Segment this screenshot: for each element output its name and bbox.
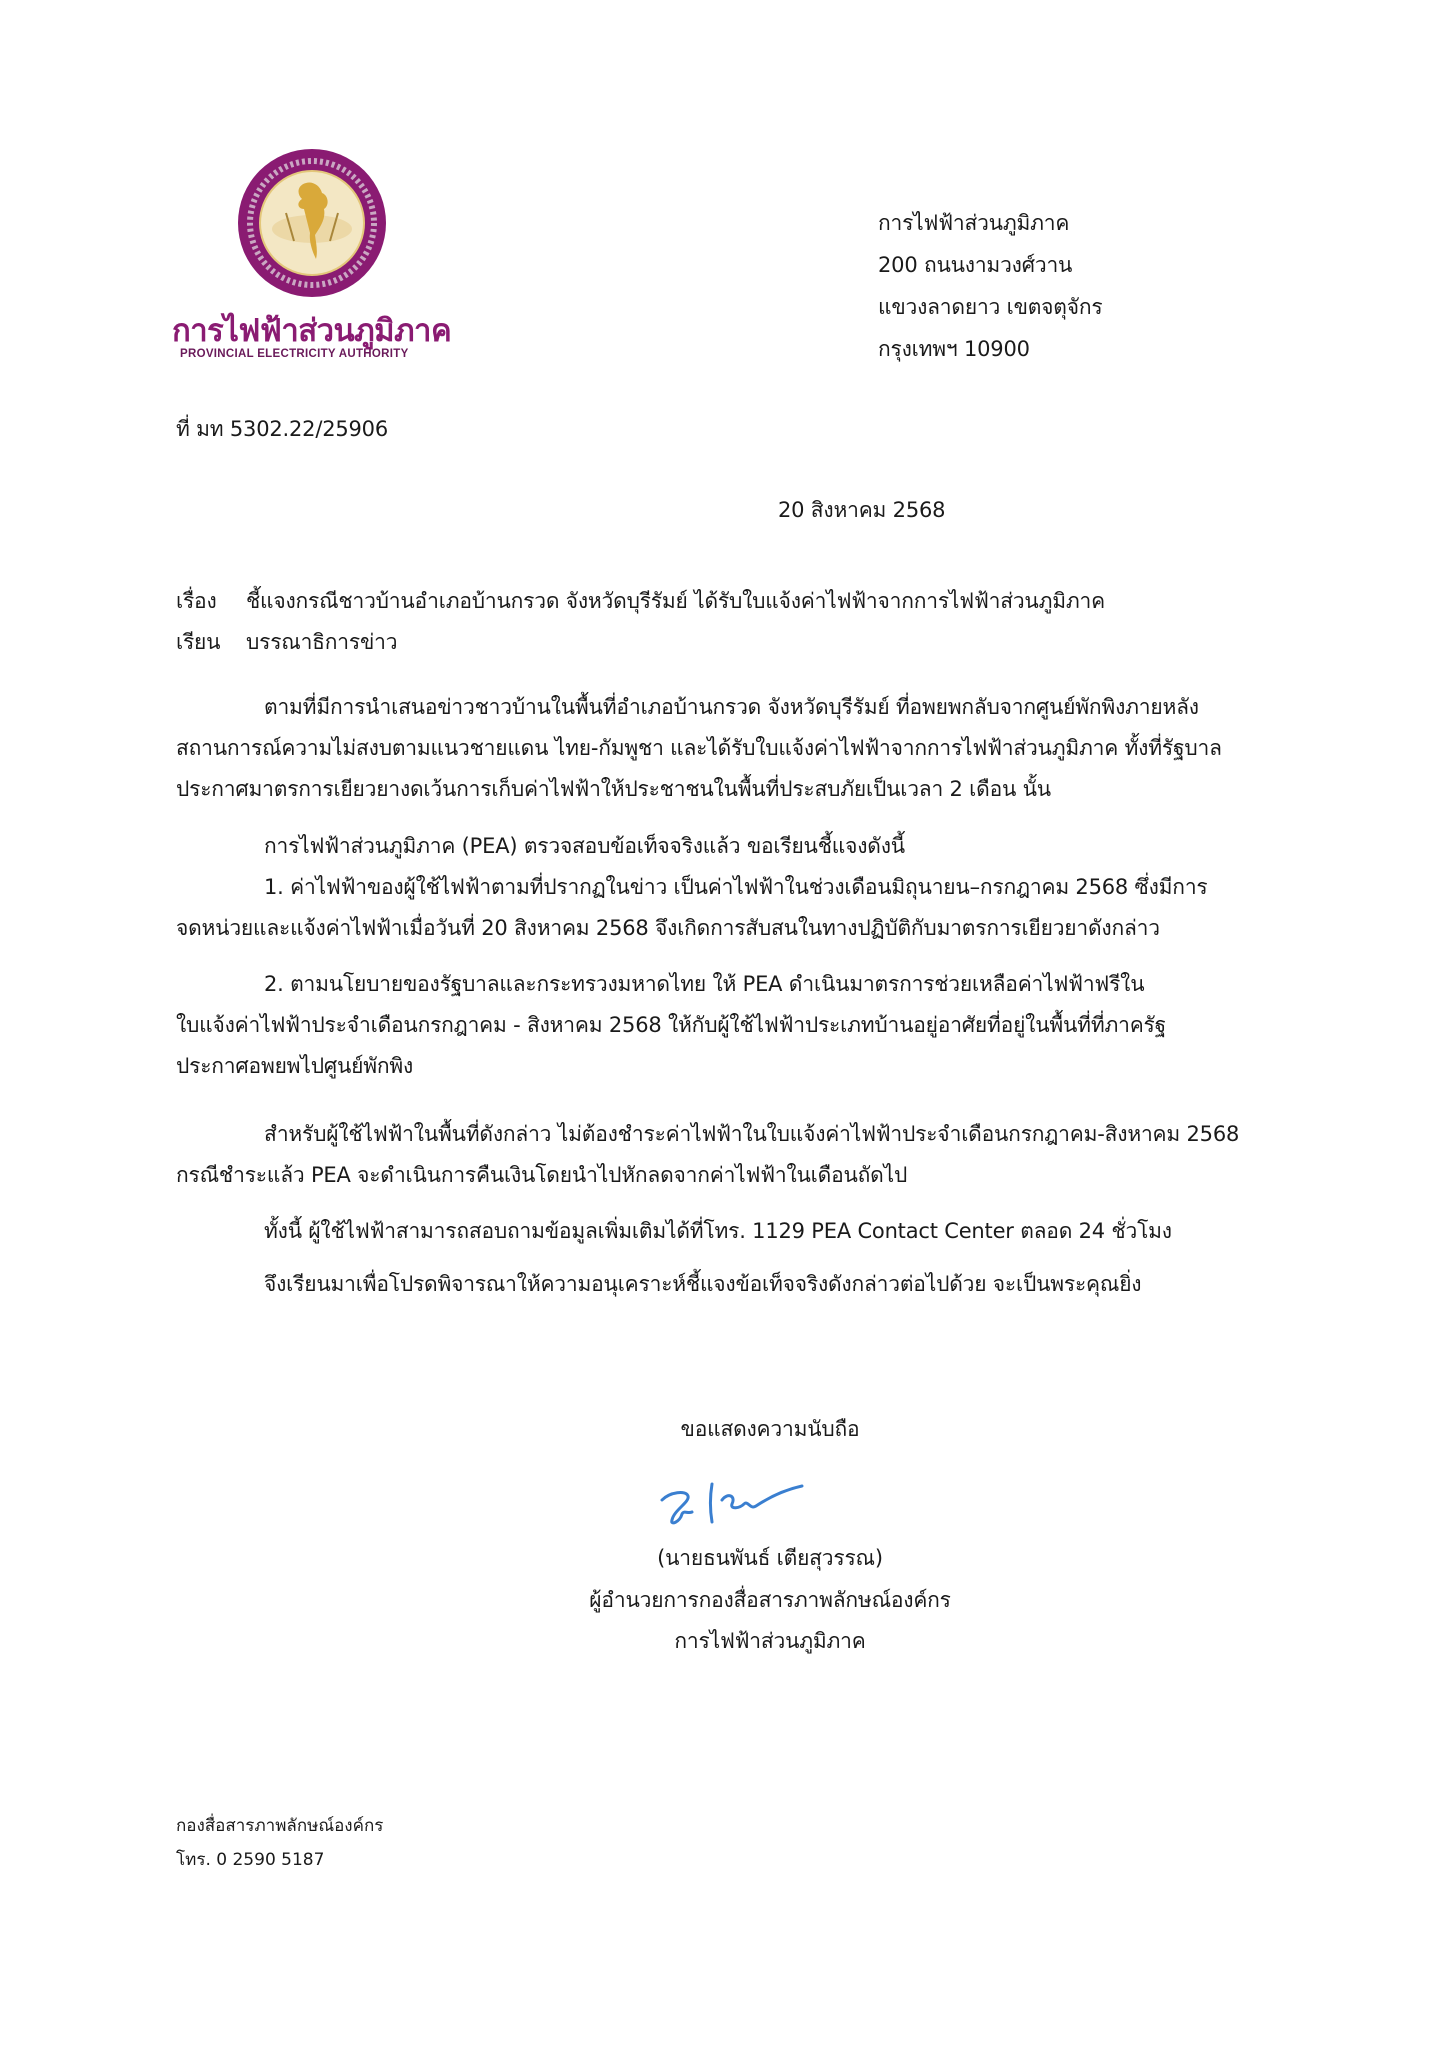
- recipient-label: เรียน: [176, 630, 221, 654]
- body-p2: การไฟฟ้าส่วนภูมิภาค (PEA) ตรวจสอบข้อเท็จจริงแล้ว ขอเรียนชี้แจงดังนี้: [264, 834, 905, 858]
- body-item2-line2: ใบแจ้งค่าไฟฟ้าประจำเดือนกรกฎาคม - สิงหาคม 2568 ให้กับผู้ใช้ไฟฟ้าประเภทบ้านอยู่อาศัยที่อยู่ในพื้นที่ที่ภาครัฐ: [176, 1013, 1167, 1037]
- body-p3-line2: กรณีชำระแล้ว PEA จะดำเนินการคืนเงินโดยนำไปหักลดจากค่าไฟฟ้าในเดือนถัดไป: [176, 1163, 908, 1187]
- address-line-city: กรุงเทพฯ 10900: [878, 337, 1030, 361]
- signatory-name: (นายธนพันธ์ เตียสุวรรณ): [657, 1546, 883, 1570]
- body-item1-line1: 1. ค่าไฟฟ้าของผู้ใช้ไฟฟ้าตามที่ปรากฏในข่าว เป็นค่าไฟฟ้าในช่วงเดือนมิถุนายน–กรกฎาคม 2568 ซึ่งมีการ: [264, 875, 1208, 899]
- body-item2-line3: ประกาศอพยพไปศูนย์พักพิง: [176, 1054, 414, 1078]
- address-line-street: 200 ถนนงามวงศ์วาน: [878, 253, 1073, 277]
- recipient-text: บรรณาธิการข่าว: [246, 630, 398, 654]
- footer-department: กองสื่อสารภาพลักษณ์องค์กร: [176, 1816, 384, 1836]
- logo-thai-name: การไฟฟ้าส่วนภูมิภาค: [172, 313, 452, 349]
- body-p4-contact: ทั้งนี้ ผู้ใช้ไฟฟ้าสามารถสอบถามข้อมูลเพิ่มเติมได้ที่โทร. 1129 PEA Contact Center ตลอด 24 ชั่วโมง: [264, 1219, 1172, 1243]
- body-p1-line2: สถานการณ์ความไม่สงบตามแนวชายแดน ไทย-กัมพูชา และได้รับใบแจ้งค่าไฟฟ้าจากการไฟฟ้าส่วนภูมิภาค ทั้งที่รัฐบาล: [176, 736, 1222, 760]
- letter-date: 20 สิงหาคม 2568: [778, 498, 946, 522]
- closing-salutation: ขอแสดงความนับถือ: [680, 1417, 860, 1441]
- body-p5-closing-request: จึงเรียนมาเพื่อโปรดพิจารณาให้ความอนุเคราะห์ชี้แจงข้อเท็จจริงดังกล่าวต่อไปด้วย จะเป็นพระคุณยิ่ง: [264, 1272, 1142, 1296]
- body-item1-line2: จดหน่วยและแจ้งค่าไฟฟ้าเมื่อวันที่ 20 สิงหาคม 2568 จึงเกิดการสับสนในทางปฏิบัติกับมาตรการเยียวยาดังกล่าว: [176, 916, 1160, 940]
- signatory-position: ผู้อำนวยการกองสื่อสารภาพลักษณ์องค์กร: [589, 1588, 951, 1612]
- subject-label: เรื่อง: [176, 589, 217, 613]
- address-line-org: การไฟฟ้าส่วนภูมิภาค: [878, 211, 1070, 235]
- pea-logo: [172, 145, 472, 370]
- footer-phone: โทร. 0 2590 5187: [176, 1850, 325, 1870]
- address-line-district: แขวงลาดยาว เขตจตุจักร: [878, 295, 1103, 319]
- body-p3-line1: สำหรับผู้ใช้ไฟฟ้าในพื้นที่ดังกล่าว ไม่ต้องชำระค่าไฟฟ้าในใบแจ้งค่าไฟฟ้าประจำเดือนกรกฎาคม-สิงหาคม 2568: [264, 1122, 1240, 1146]
- body-p1-line1: ตามที่มีการนำเสนอข่าวชาวบ้านในพื้นที่อำเภอบ้านกรวด จังหวัดบุรีรัมย์ ที่อพยพกลับจากศูนย์พักพิงภายหลัง: [264, 695, 1199, 719]
- signatory-organization: การไฟฟ้าส่วนภูมิภาค: [674, 1629, 866, 1653]
- body-p1-line3: ประกาศมาตรการเยียวยางดเว้นการเก็บค่าไฟฟ้าให้ประชาชนในพื้นที่ประสบภัยเป็นเวลา 2 เดือน นั้น: [176, 777, 1051, 801]
- logo-english-name: PROVINCIAL ELECTRICITY AUTHORITY: [180, 348, 409, 360]
- subject-text: ชี้แจงกรณีชาวบ้านอำเภอบ้านกรวด จังหวัดบุรีรัมย์ ได้รับใบแจ้งค่าไฟฟ้าจากการไฟฟ้าส่วนภูมิภาค: [246, 589, 1105, 613]
- pea-seal-icon: [236, 147, 388, 299]
- body-item2-line1: 2. ตามนโยบายของรัฐบาลและกระทรวงมหาดไทย ให้ PEA ดำเนินมาตรการช่วยเหลือค่าไฟฟ้าฟรีใน: [264, 972, 1145, 996]
- reference-number: ที่ มท 5302.22/25906: [176, 417, 388, 441]
- signature-icon: [652, 1470, 812, 1530]
